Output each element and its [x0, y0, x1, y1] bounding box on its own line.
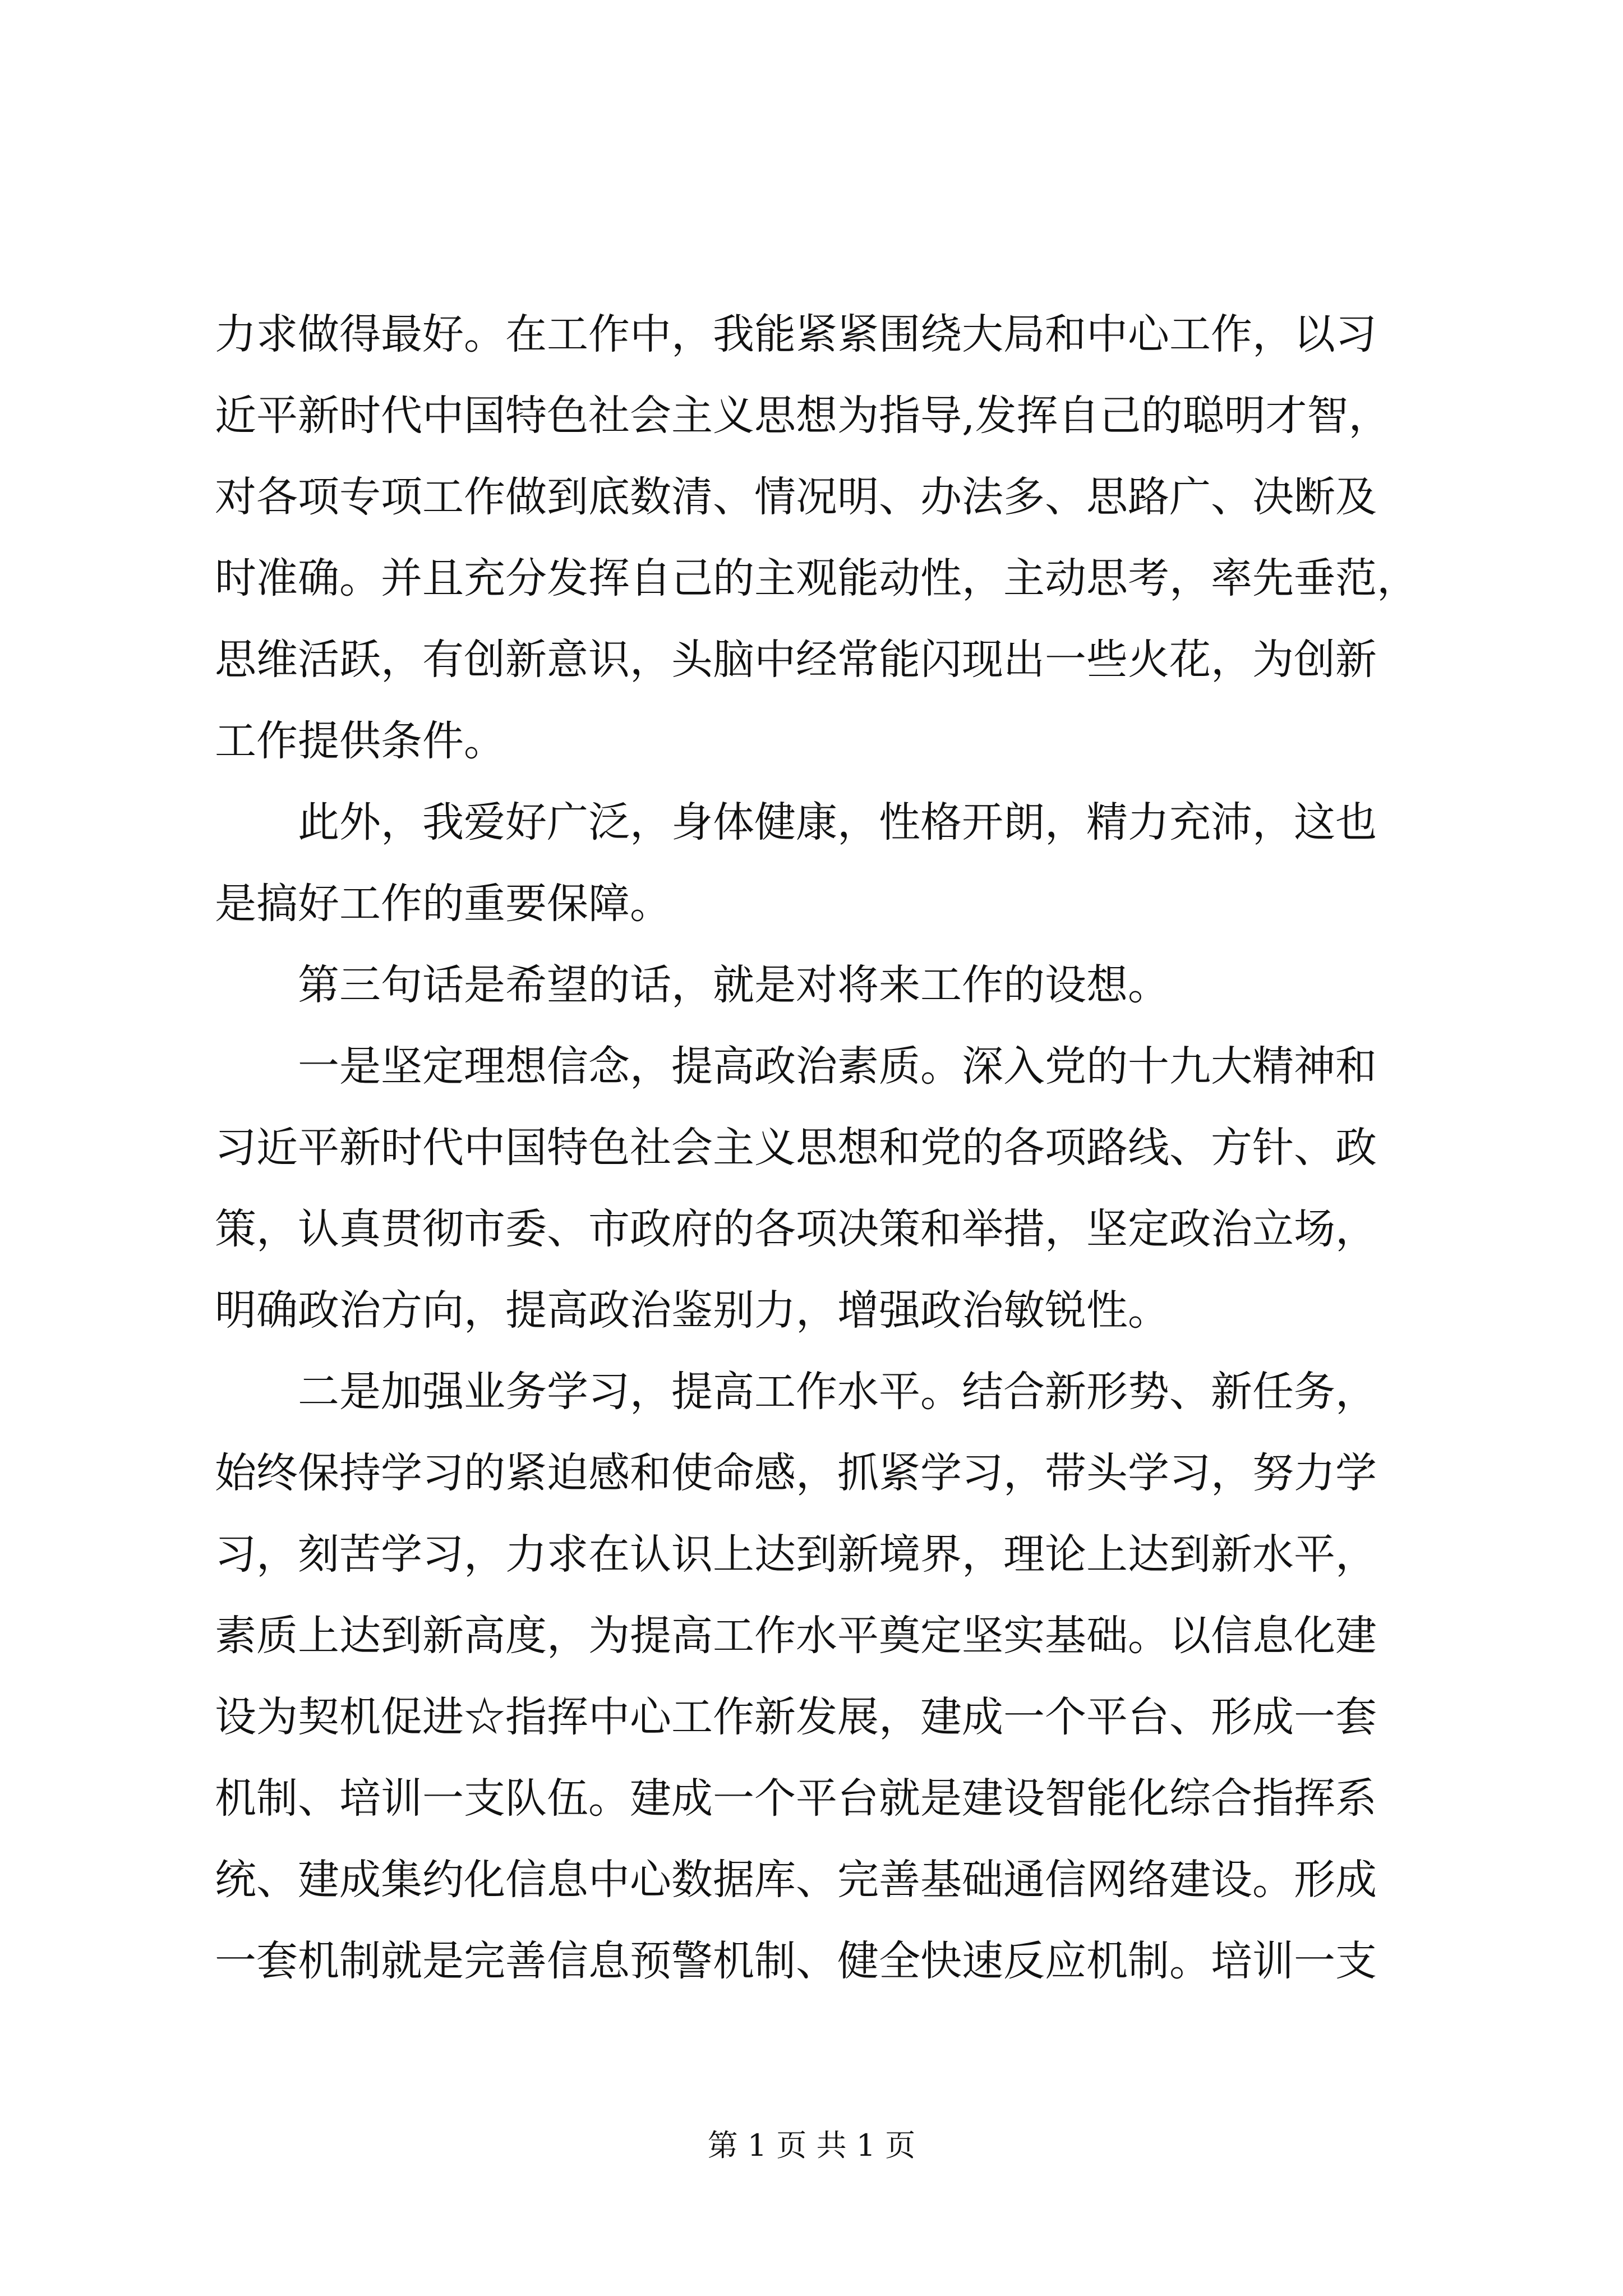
text-line-21: 一套机制就是完善信息预警机制、健全快速反应机制。培训一支 [215, 1937, 1377, 1985]
text-line-19: 机制、培训一支队伍。建成一个平台就是建设智能化综合指挥系 [215, 1774, 1377, 1823]
text-line-1: 力求做得最好。在工作中，我能紧紧围绕大局和中心工作，以习 [215, 310, 1377, 358]
text-line-3: 对各项专项工作做到底数清、情况明、办法多、思路广、决断及 [215, 473, 1377, 521]
text-line-17: 素质上达到新高度，为提高工作水平奠定坚实基础。以信息化建 [215, 1612, 1377, 1660]
text-line-8: 是搞好工作的重要保障。 [215, 880, 671, 928]
text-line-2: 近平新时代中国特色社会主义思想为指导,发挥自己的聪明才智， [215, 392, 1390, 440]
text-line-14: 二是加强业务学习，提高工作水平。结合新形势、新任务， [215, 1368, 1377, 1416]
text-line-5: 思维活跃，有创新意识，头脑中经常能闪现出一些火花，为创新 [215, 636, 1377, 684]
page-footer: 第 1 页 共 1 页 [707, 2128, 916, 2163]
text-line-9: 第三句话是希望的话，就是对将来工作的设想。 [215, 961, 1169, 1009]
text-line-11: 习近平新时代中国特色社会主义思想和党的各项路线、方针、政 [215, 1124, 1377, 1172]
text-line-10: 一是坚定理想信念，提高政治素质。深入党的十九大精神和 [215, 1042, 1377, 1091]
text-line-15: 始终保持学习的紧迫感和使命感，抓紧学习，带头学习，努力学 [215, 1449, 1377, 1497]
text-line-18: 设为契机促进☆指挥中心工作新发展，建成一个平台、形成一套 [215, 1693, 1377, 1741]
text-line-13: 明确政治方向，提高政治鉴别力，增强政治敏锐性。 [215, 1286, 1169, 1335]
text-line-7: 此外，我爱好广泛，身体健康，性格开朗，精力充沛，这也 [215, 798, 1377, 846]
text-line-20: 统、建成集约化信息中心数据库、完善基础通信网络建设。形成 [215, 1856, 1377, 1904]
text-line-16: 习，刻苦学习，力求在认识上达到新境界，理论上达到新水平， [215, 1530, 1377, 1579]
text-line-4: 时准确。并且充分发挥自己的主观能动性，主动思考，率先垂范， [215, 554, 1418, 602]
text-line-12: 策，认真贯彻市委、市政府的各项决策和举措，坚定政治立场， [215, 1205, 1377, 1253]
text-line-6: 工作提供条件。 [215, 717, 505, 765]
